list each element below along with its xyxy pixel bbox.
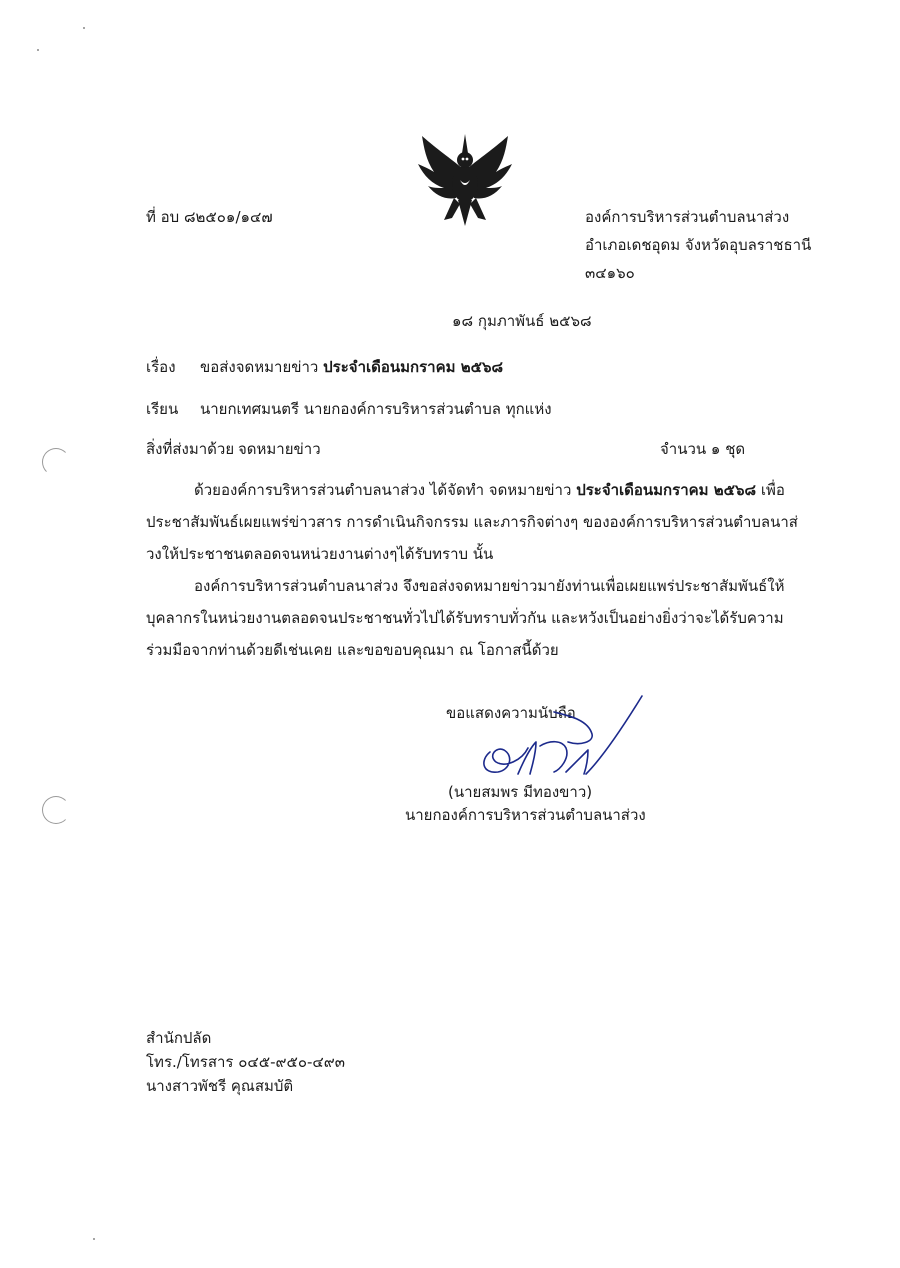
signer-name: (นายสมพร มีทองขาว) bbox=[448, 783, 593, 801]
p2-text: องค์การบริหารส่วนตำบลนาส่วง จึงขอส่งจดหมายข่าวมายังท่านเพื่อเผยแพร่ประชาสัมพันธ์ให้บุคลากรในหน่วยงานตลอดจนประชาชนทั่วไปได้รับทราบทั่วกัน และหวังเป็นอย่างยิ่งว่าจะได้รับความร่วมมือจากท่านด้วยดีเช่นเคย และขอขอบคุณมา ณ โอกาสนี้ด้วย bbox=[146, 577, 785, 659]
garuda-emblem-icon bbox=[414, 128, 516, 228]
subject-bold: ประจำเดือนมกราคม ๒๕๖๘ bbox=[323, 358, 504, 376]
scan-speck bbox=[93, 1238, 95, 1240]
p1-bold: ประจำเดือนมกราคม ๒๕๖๘ bbox=[576, 481, 757, 499]
org-postcode: ๓๔๑๖๐ bbox=[585, 264, 635, 282]
recipient-label: เรียน bbox=[146, 400, 179, 418]
p1-end: เพื่อประชาสัมพันธ์เผยแพร่ข่าวสาร การดำเนินกิจกรรม และภารกิจต่างๆ ขององค์การบริหารส่วนตำบลนาส่วงให้ประชาชนตลอดจนหน่วยงานต่างๆได้รับทราบ นั้น bbox=[146, 481, 798, 563]
body-paragraph-1 bbox=[146, 474, 806, 570]
closing-text: ขอแสดงความนับถือ bbox=[446, 704, 576, 722]
subject-text: ขอส่งจดหมายข่าว bbox=[200, 358, 319, 376]
subject-line bbox=[200, 355, 503, 379]
enclosure-item: จดหมายข่าว bbox=[238, 440, 321, 458]
handwritten-signature bbox=[470, 690, 650, 790]
org-name: องค์การบริหารส่วนตำบลนาส่วง bbox=[585, 208, 790, 226]
footer-contact: นางสาวพัชรี คุณสมบัติ bbox=[146, 1077, 294, 1095]
recipient-text: นายกเทศมนตรี นายกองค์การบริหารส่วนตำบล ทุกแห่ง bbox=[200, 400, 552, 418]
subject-label: เรื่อง bbox=[146, 358, 176, 376]
signer-position: นายกองค์การบริหารส่วนตำบลนาส่วง bbox=[405, 806, 646, 824]
org-address: อำเภอเดชอุดม จังหวัดอุบลราชธานี bbox=[585, 236, 812, 254]
reference-number: ที่ อบ ๘๒๕๐๑/๑๔๗ bbox=[146, 208, 273, 226]
footer-phone: โทร./โทรสาร ๐๔๕-๙๕๐-๔๙๓ bbox=[146, 1053, 345, 1071]
scan-speck bbox=[83, 27, 85, 29]
p1-start: ด้วยองค์การบริหารส่วนตำบลนาส่วง ได้จัดทำ จดหมายข่าว bbox=[194, 481, 572, 499]
enclosure-quantity: จำนวน ๑ ชุด bbox=[660, 440, 746, 458]
letter-date: ๑๘ กุมภาพันธ์ ๒๕๖๘ bbox=[452, 312, 592, 330]
body-paragraph-2 bbox=[146, 570, 806, 666]
footer-office: สำนักปลัด bbox=[146, 1029, 212, 1047]
punch-hole-top bbox=[42, 448, 70, 476]
punch-hole-bottom bbox=[42, 796, 70, 824]
enclosure-label: สิ่งที่ส่งมาด้วย bbox=[146, 440, 235, 458]
scan-speck bbox=[37, 49, 39, 51]
